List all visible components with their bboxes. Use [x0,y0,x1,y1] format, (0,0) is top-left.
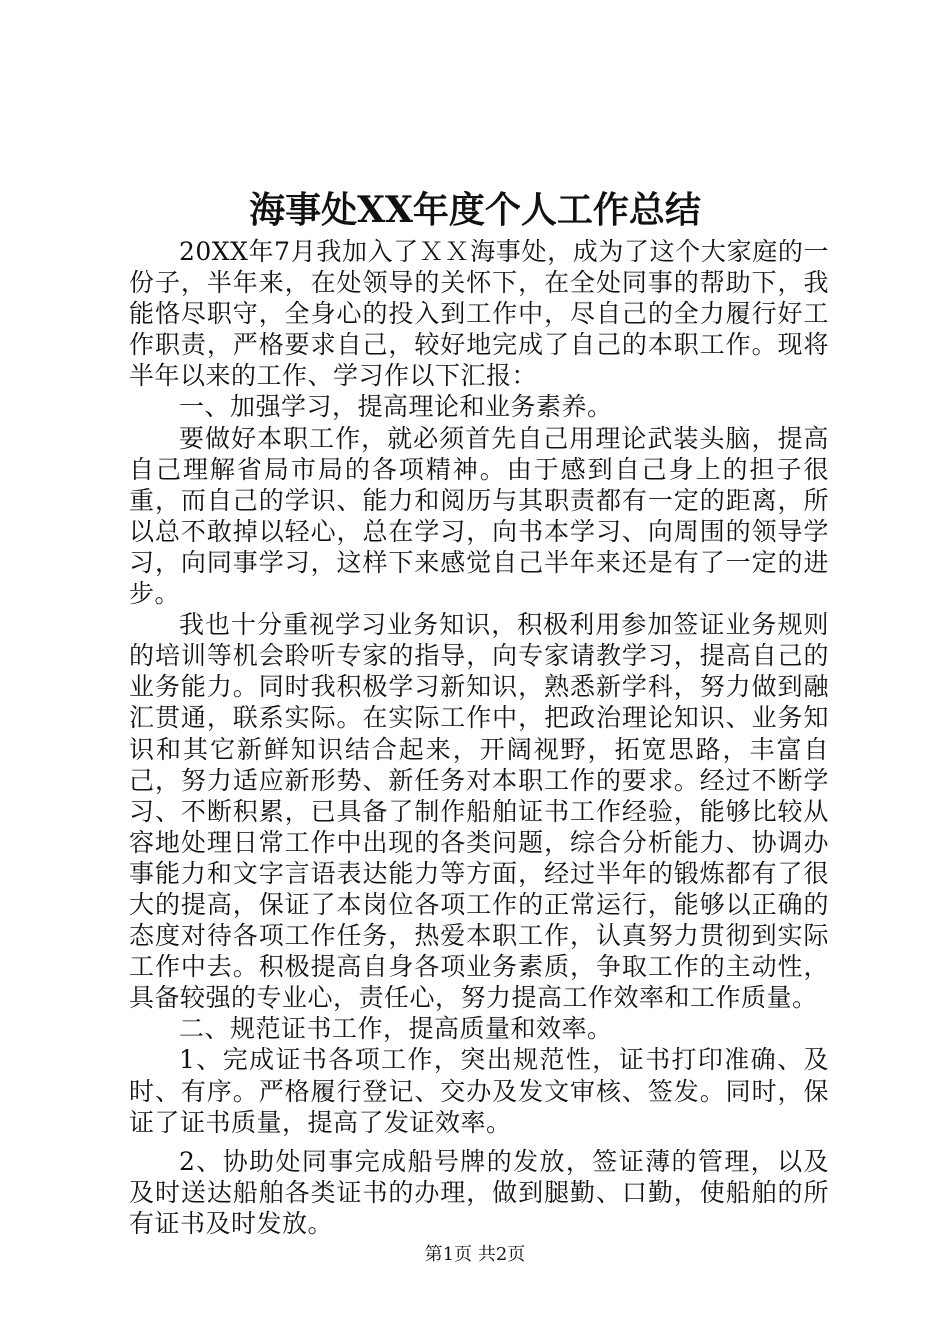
section-heading-certificates: 二、规范证书工作，提高质量和效率。 [179,1014,613,1044]
paragraph-intro: 20XX年7月我加入了ＸＸ海事处，成为了这个大家庭的一份子，半年来，在处领导的关怀下，在全处同事的帮助下，我能恪尽职守，全身心的投入到工作中，尽自己的全力履行好工作职责，严格要求自己，较好地完成了自己的本职工作。现将半年以来的工作、学习作以下汇报： [129,237,829,391]
paragraph-item-2: 2、协助处同事完成船号牌的发放，签证薄的管理，以及及时送达船舶各类证书的办理，做到腿勤、口勤，使船舶的所有证书及时发放。 [129,1146,829,1238]
page-footer: 第1页 共2页 [424,1244,526,1265]
document-body [129,236,829,1239]
paragraph-study-theory: 要做好本职工作，就必须首先自己用理论武装头脑，提高自己理解省局市局的各项精神。由于感到自己身上的担子很重，而自己的学识、能力和阅历与其职责都有一定的距离，所以总不敢掉以轻心，总在学习，向书本学习、向周围的领导学习，向同事学习，这样下来感觉自己半年来还是有了一定的进步。 [129,423,829,609]
document-title: 海事处XX年度个人工作总结 [249,189,701,231]
paragraph-item-1: 1、完成证书各项工作，突出规范性，证书打印准确、及时、有序。严格履行登记、交办及发文审核、签发。同时，保证了证书质量，提高了发证效率。 [129,1045,829,1137]
section-heading-study: 一、加强学习，提高理论和业务素养。 [179,392,613,422]
paragraph-study-business: 我也十分重视学习业务知识，积极利用参加签证业务规则的培训等机会聆听专家的指导，向专家请教学习，提高自己的业务能力。同时我积极学习新知识，熟悉新学科，努力做到融汇贯通，联系实际。在实际工作中，把政治理论知识、业务知识和其它新鲜知识结合起来，开阔视野，拓宽思路，丰富自己，努力适应新形势、新任务对本职工作的要求。经过不断学习、不断积累，已具备了制作船舶证书工作经验，能够比较从容地处理日常工作中出现的各类问题，综合分析能力、协调办事能力和文字言语表达能力等方面，经过半年的锻炼都有了很大的提高，保证了本岗位各项工作的正常运行，能够以正确的态度对待各项工作任务，热爱本职工作，认真努力贯彻到实际工作中去。积极提高自身各项业务素质，争取工作的主动性，具备较强的专业心，责任心，努力提高工作效率和工作质量。 [129,610,829,1013]
